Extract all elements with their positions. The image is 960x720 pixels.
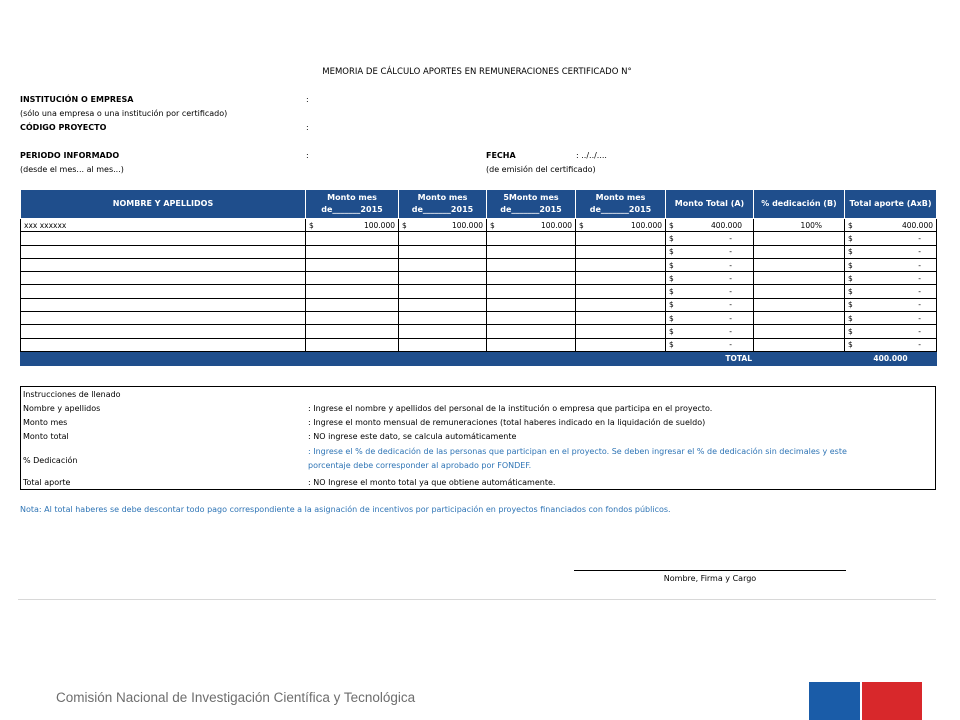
cell-monto-mes-2[interactable] — [399, 285, 487, 298]
instr-label-dedicacion: % Dedicación — [23, 456, 78, 465]
cell-monto-mes-4[interactable] — [576, 298, 666, 311]
cell-dedicacion[interactable] — [754, 312, 845, 325]
cell-monto-mes-3[interactable] — [487, 285, 576, 298]
flag-logo-blue — [809, 682, 860, 720]
cell-total-aporte: $ - — [845, 298, 937, 311]
cell-nombre[interactable] — [21, 245, 306, 258]
table-row — [21, 258, 937, 271]
instr-value-dedicacion-1: : Ingrese el % de dedicación de las personas que participan en el proyecto. Se deben ingresar el % de dedicación sin decimales y este — [308, 447, 847, 456]
total-row — [21, 351, 937, 365]
institucion-note: (sólo una empresa o una institución por certificado) — [20, 109, 228, 118]
cell-total-aporte: $ - — [845, 232, 937, 245]
institucion-label: INSTITUCIÓN O EMPRESA — [20, 95, 134, 104]
cell-nombre[interactable] — [21, 272, 306, 285]
header-nombre: NOMBRE Y APELLIDOS — [21, 190, 306, 219]
cell-nombre[interactable] — [21, 258, 306, 271]
cell-monto-mes-2[interactable] — [399, 232, 487, 245]
cell-monto-mes-3[interactable] — [487, 245, 576, 258]
cell-monto-total: $ - — [666, 232, 754, 245]
cell-monto-mes-1[interactable] — [306, 285, 399, 298]
table-row — [21, 245, 937, 258]
cell-total-aporte: $ 400.000 — [845, 219, 937, 232]
fecha-value: : ../../.... — [576, 151, 607, 160]
instr-value-monto-mes: : Ingrese el monto mensual de remuneraciones (total haberes indicado en la liquidación de sueldo) — [308, 418, 706, 427]
cell-monto-mes-3[interactable] — [487, 312, 576, 325]
fecha-note: (de emisión del certificado) — [486, 165, 596, 174]
total-label: TOTAL — [21, 351, 845, 365]
instr-value-nombre: : Ingrese el nombre y apellidos del personal de la institución o empresa que participa en el proyecto. — [308, 404, 713, 413]
header-monto-total: Monto Total (A) — [666, 190, 754, 219]
instr-value-total-aporte: : NO Ingrese el monto total ya que obtiene automáticamente. — [308, 478, 556, 487]
cell-monto-total: $ 400.000 — [666, 219, 754, 232]
instr-value-dedicacion-2: porcentaje debe corresponder al aprobado por FONDEF. — [308, 461, 532, 470]
codigo-colon: : — [306, 123, 309, 132]
cell-monto-mes-4[interactable] — [576, 258, 666, 271]
table-row — [21, 312, 937, 325]
cell-monto-total: $ - — [666, 338, 754, 351]
cell-nombre[interactable] — [21, 312, 306, 325]
header-total-aporte: Total aporte (AxB) — [845, 190, 937, 219]
cell-monto-mes-1[interactable] — [306, 325, 399, 338]
cell-dedicacion[interactable] — [754, 285, 845, 298]
nota-text: Nota: Al total haberes se debe descontar todo pago correspondiente a la asignación de incentivos por participación en proyectos financiados con fondos públicos. — [20, 505, 671, 514]
cell-monto-total: $ - — [666, 285, 754, 298]
cell-monto-mes-1[interactable] — [306, 245, 399, 258]
periodo-note: (desde el mes... al mes...) — [20, 165, 124, 174]
table-row — [21, 325, 937, 338]
cell-nombre[interactable] — [21, 232, 306, 245]
cell-dedicacion[interactable] — [754, 232, 845, 245]
cell-total-aporte: $ - — [845, 312, 937, 325]
instr-label-nombre: Nombre y apellidos — [23, 404, 101, 413]
signature-line — [574, 570, 846, 571]
cell-monto-total: $ - — [666, 325, 754, 338]
header-dedicacion: % dedicación (B) — [754, 190, 845, 219]
periodo-label: PERIODO INFORMADO — [20, 151, 120, 160]
instr-value-monto-total: : NO ingrese este dato, se calcula automáticamente — [308, 432, 517, 441]
cell-monto-mes-4[interactable] — [576, 272, 666, 285]
cell-monto-mes-1[interactable] — [306, 232, 399, 245]
instructions-title: Instrucciones de llenado — [23, 390, 121, 399]
cell-monto-mes-3[interactable] — [487, 338, 576, 351]
cell-monto-mes-1[interactable] — [306, 312, 399, 325]
cell-nombre[interactable] — [21, 338, 306, 351]
cell-monto-mes-1[interactable] — [306, 298, 399, 311]
table-header-row — [21, 190, 937, 219]
cell-nombre[interactable] — [21, 298, 306, 311]
cell-dedicacion[interactable] — [754, 338, 845, 351]
cell-nombre[interactable]: xxx xxxxxx — [21, 219, 306, 232]
sheet-bottom-border — [18, 599, 936, 600]
periodo-colon: : — [306, 151, 309, 160]
flag-logo-red — [862, 682, 922, 720]
codigo-proyecto-label: CÓDIGO PROYECTO — [20, 123, 107, 132]
fecha-label: FECHA — [486, 151, 516, 160]
institucion-colon: : — [306, 95, 309, 104]
cell-monto-mes-3[interactable] — [487, 232, 576, 245]
cell-monto-mes-3[interactable]: $ 100.000 — [487, 219, 576, 232]
cell-monto-mes-2[interactable]: $ 100.000 — [399, 219, 487, 232]
cell-monto-mes-4[interactable] — [576, 245, 666, 258]
cell-monto-mes-3[interactable] — [487, 325, 576, 338]
table-row — [21, 272, 937, 285]
cell-monto-mes-2[interactable] — [399, 272, 487, 285]
table-row — [21, 285, 937, 298]
remuneraciones-table — [20, 189, 937, 366]
cell-monto-total: $ - — [666, 272, 754, 285]
instr-label-monto-total: Monto total — [23, 432, 69, 441]
cell-monto-mes-2[interactable] — [399, 312, 487, 325]
total-value: 400.000 — [845, 351, 937, 365]
table-row — [21, 232, 937, 245]
cell-dedicacion[interactable] — [754, 272, 845, 285]
organization-name: Comisión Nacional de Investigación Científica y Tecnológica — [56, 690, 416, 705]
cell-monto-mes-3[interactable] — [487, 298, 576, 311]
header-monto-mes-3: 5Monto mes de_______2015 — [487, 190, 576, 219]
cell-monto-mes-2[interactable] — [399, 298, 487, 311]
cell-monto-mes-1[interactable] — [306, 272, 399, 285]
cell-monto-mes-4[interactable] — [576, 338, 666, 351]
cell-monto-total: $ - — [666, 312, 754, 325]
header-monto-mes-1: Monto mes de_______2015 — [306, 190, 399, 219]
cell-monto-mes-3[interactable] — [487, 258, 576, 271]
instructions-box — [20, 386, 936, 490]
cell-nombre[interactable] — [21, 285, 306, 298]
cell-total-aporte: $ - — [845, 285, 937, 298]
cell-monto-mes-1[interactable] — [306, 258, 399, 271]
cell-monto-total: $ - — [666, 258, 754, 271]
cell-dedicacion[interactable] — [754, 325, 845, 338]
cell-monto-mes-1[interactable]: $ 100.000 — [306, 219, 399, 232]
cell-monto-mes-3[interactable] — [487, 272, 576, 285]
table-row — [21, 338, 937, 351]
cell-monto-mes-4[interactable] — [576, 285, 666, 298]
cell-monto-mes-2[interactable] — [399, 325, 487, 338]
cell-total-aporte: $ - — [845, 272, 937, 285]
cell-dedicacion[interactable]: 100% — [754, 219, 845, 232]
cell-monto-mes-2[interactable] — [399, 245, 487, 258]
table-row — [21, 298, 937, 311]
cell-monto-total: $ - — [666, 298, 754, 311]
signature-label: Nombre, Firma y Cargo — [663, 574, 757, 583]
cell-dedicacion[interactable] — [754, 298, 845, 311]
cell-monto-mes-2[interactable] — [399, 338, 487, 351]
spreadsheet-form — [18, 40, 936, 602]
instr-label-monto-mes: Monto mes — [23, 418, 68, 427]
cell-monto-mes-4[interactable] — [576, 232, 666, 245]
cell-nombre[interactable] — [21, 325, 306, 338]
header-monto-mes-2: Monto mes de_______2015 — [399, 190, 487, 219]
cell-monto-mes-4[interactable] — [576, 325, 666, 338]
header-monto-mes-4: Monto mes de_______2015 — [576, 190, 666, 219]
cell-total-aporte: $ - — [845, 325, 937, 338]
cell-monto-mes-4[interactable] — [576, 312, 666, 325]
cell-dedicacion[interactable] — [754, 245, 845, 258]
table-row — [21, 219, 937, 232]
cell-total-aporte: $ - — [845, 258, 937, 271]
cell-monto-mes-1[interactable] — [306, 338, 399, 351]
cell-monto-mes-4[interactable]: $ 100.000 — [576, 219, 666, 232]
instr-label-total-aporte: Total aporte — [23, 478, 71, 487]
cell-total-aporte: $ - — [845, 338, 937, 351]
cell-dedicacion[interactable] — [754, 258, 845, 271]
cell-monto-mes-2[interactable] — [399, 258, 487, 271]
cell-monto-total: $ - — [666, 245, 754, 258]
form-title: MEMORIA DE CÁLCULO APORTES EN REMUNERACIONES CERTIFICADO N° — [322, 67, 632, 77]
cell-total-aporte: $ - — [845, 245, 937, 258]
